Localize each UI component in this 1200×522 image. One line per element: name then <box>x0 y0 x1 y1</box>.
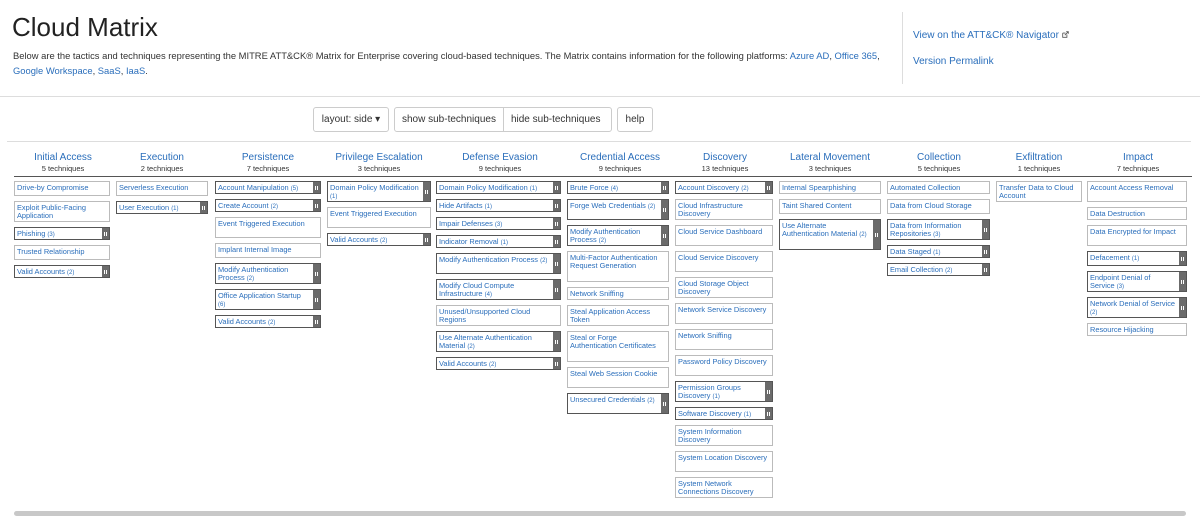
technique-cell[interactable] <box>675 425 773 446</box>
tactic-name[interactable]: Execution <box>140 152 184 163</box>
technique-label: Network Denial of Service <box>1090 299 1176 308</box>
technique-label: Account Discovery <box>678 183 740 192</box>
external-link-icon <box>1062 31 1069 38</box>
technique-label: Modify Cloud Compute Infrastructure <box>439 281 515 298</box>
technique-label: Phishing <box>17 229 46 238</box>
technique-label: Data from Cloud Storage <box>890 201 972 210</box>
technique-label: Unused/Unsupported Cloud Regions <box>439 307 531 324</box>
technique-label: System Information Discovery <box>678 427 742 444</box>
technique-cell[interactable] <box>1087 225 1187 246</box>
tactic-header-lateral-movement <box>770 152 890 173</box>
technique-label: Resource Hijacking <box>1090 325 1154 334</box>
technique-label: Office Application Startup <box>218 291 301 300</box>
tactic-technique-count: 5 techniques <box>41 164 85 173</box>
technique-label: Modify Authentication Process <box>218 265 289 282</box>
technique-cell[interactable] <box>887 263 990 276</box>
technique-cell[interactable] <box>675 251 773 272</box>
technique-cell[interactable] <box>215 315 321 328</box>
technique-cell[interactable] <box>675 277 773 298</box>
version-permalink[interactable]: Version Permalink <box>913 56 994 67</box>
technique-cell[interactable] <box>116 201 208 214</box>
technique-label: Unsecured Credentials <box>570 395 646 404</box>
technique-label: Account Manipulation <box>218 183 289 192</box>
technique-cell[interactable] <box>215 199 321 212</box>
technique-label: Event Triggered Execution <box>218 219 305 228</box>
subtechnique-count: (1) <box>484 204 492 210</box>
subtechnique-count: (4) <box>484 292 492 298</box>
tactic-header-discovery <box>665 152 785 173</box>
technique-cell[interactable] <box>436 181 561 194</box>
expand-subtechniques-handle[interactable] <box>313 290 320 309</box>
expand-subtechniques-handle[interactable] <box>102 228 109 239</box>
technique-label: Use Alternate Authentication Material <box>439 333 532 350</box>
tactic-technique-count: 3 techniques <box>808 164 852 173</box>
technique-cell[interactable] <box>436 235 561 248</box>
tactic-technique-count: 7 techniques <box>246 164 290 173</box>
subtechnique-count: (1) <box>529 186 538 192</box>
expand-subtechniques-handle[interactable] <box>553 280 560 299</box>
technique-cell[interactable] <box>436 253 561 274</box>
expand-subtechniques-handle[interactable] <box>661 226 668 245</box>
technique-cell[interactable] <box>327 233 431 246</box>
technique-label: Internal Spearphishing <box>782 183 856 192</box>
subtechnique-count: (1) <box>1131 256 1140 262</box>
platform-link-office-365[interactable]: Office 365 <box>834 50 878 61</box>
technique-cell[interactable] <box>436 199 561 212</box>
tactic-technique-count: 3 techniques <box>357 164 401 173</box>
technique-label: Network Sniffing <box>570 289 624 298</box>
expand-subtechniques-handle[interactable] <box>765 182 772 193</box>
expand-subtechniques-handle[interactable] <box>423 234 430 245</box>
help-button[interactable]: help <box>617 107 653 132</box>
platform-link-azure-ad[interactable]: Azure AD <box>789 50 830 61</box>
subtechnique-count: (2) <box>540 258 548 264</box>
tactic-technique-count: 1 techniques <box>1017 164 1061 173</box>
technique-cell[interactable] <box>215 243 321 258</box>
technique-cell[interactable] <box>567 367 669 388</box>
technique-label: Multi-Factor Authentication Request Generation <box>570 253 658 270</box>
technique-cell[interactable] <box>675 381 773 402</box>
horizontal-scrollbar[interactable] <box>14 511 1186 516</box>
tactic-name[interactable]: Credential Access <box>579 152 661 163</box>
technique-cell[interactable] <box>779 181 881 194</box>
subtechnique-count: (2) <box>268 320 276 326</box>
technique-label: Trusted Relationship <box>17 247 85 256</box>
technique-cell[interactable] <box>14 201 110 222</box>
expand-subtechniques-handle[interactable] <box>102 266 109 277</box>
technique-label: Valid Accounts <box>17 267 65 276</box>
technique-label: Endpoint Denial of Service <box>1090 273 1151 290</box>
subtechnique-count: (2) <box>741 186 749 192</box>
expand-subtechniques-handle[interactable] <box>661 200 668 219</box>
expand-subtechniques-handle[interactable] <box>553 218 560 229</box>
technique-label: Modify Authentication Process <box>439 255 539 264</box>
technique-label: Implant Internal Image <box>218 245 292 254</box>
technique-cell[interactable] <box>567 287 669 300</box>
page-description: Below are the tactics and techniques representing the MITRE ATT&CK® Matrix for Enterprise covering cloud-based techniques. The Matrix contains information for the following platforms: Azure AD, Office 365, Google Workspace, SaaS, IaaS. <box>13 50 880 76</box>
technique-label: Cloud Service Dashboard <box>678 227 763 236</box>
technique-cell[interactable] <box>436 331 561 352</box>
subtechnique-count: (2) <box>67 270 75 276</box>
technique-label: Create Account <box>218 201 269 210</box>
technique-cell[interactable] <box>887 181 990 194</box>
page-title: Cloud Matrix <box>12 12 158 42</box>
technique-cell[interactable] <box>675 355 773 376</box>
technique-label: Cloud Storage Object Discovery <box>678 279 749 296</box>
subtechnique-count: (3) <box>47 232 55 238</box>
expand-subtechniques-handle[interactable] <box>553 358 560 369</box>
technique-label: Domain Policy Modification <box>439 183 528 192</box>
subtechnique-toggle-group <box>394 107 612 132</box>
subtechnique-count: (2) <box>489 362 497 368</box>
tactic-header-rule <box>14 176 1192 177</box>
subtechnique-count: (2) <box>859 232 867 238</box>
technique-cell[interactable] <box>675 477 773 498</box>
expand-subtechniques-handle[interactable] <box>313 316 320 327</box>
expand-subtechniques-handle[interactable] <box>423 182 430 201</box>
subtechnique-count: (6) <box>218 302 226 308</box>
technique-cell[interactable] <box>14 181 110 196</box>
technique-cell[interactable] <box>1087 207 1187 220</box>
expand-subtechniques-handle[interactable] <box>661 182 668 193</box>
layout-dropdown[interactable]: layout: side ▾ <box>313 107 389 132</box>
technique-cell[interactable] <box>675 407 773 420</box>
platform-link-saas[interactable]: SaaS <box>97 65 121 76</box>
hide-subtechniques-button[interactable]: hide sub-techniques <box>510 114 601 125</box>
technique-cell[interactable] <box>675 181 773 194</box>
technique-label: Password Policy Discovery <box>678 357 767 366</box>
technique-label: Steal or Forge Authentication Certificates <box>570 333 656 350</box>
header-divider <box>902 12 903 84</box>
subtechnique-count: (2) <box>945 268 953 274</box>
technique-cell[interactable] <box>996 181 1082 202</box>
subtechnique-count: (3) <box>494 222 503 228</box>
technique-label: Indicator Removal <box>439 237 499 246</box>
tactic-name[interactable]: Collection <box>917 152 961 163</box>
technique-label: Forge Web Credentials <box>570 201 646 210</box>
technique-label: Taint Shared Content <box>782 201 852 210</box>
expand-subtechniques-handle[interactable] <box>553 236 560 247</box>
technique-cell[interactable] <box>14 227 110 240</box>
expand-subtechniques-handle[interactable] <box>553 182 560 193</box>
technique-cell[interactable] <box>215 263 321 284</box>
tactic-header-persistence <box>208 152 328 173</box>
expand-subtechniques-handle[interactable] <box>982 264 989 275</box>
technique-cell[interactable] <box>567 331 669 362</box>
technique-cell[interactable] <box>327 207 431 228</box>
technique-label: Data from Information Repositories <box>890 221 962 238</box>
expand-subtechniques-handle[interactable] <box>982 220 989 239</box>
tactic-name[interactable]: Persistence <box>241 152 295 163</box>
technique-cell[interactable] <box>1087 297 1187 318</box>
platform-link-google-workspace[interactable]: Google Workspace <box>13 65 93 76</box>
expand-subtechniques-handle[interactable] <box>313 200 320 211</box>
technique-cell[interactable] <box>1087 251 1187 266</box>
technique-label: Valid Accounts <box>439 359 487 368</box>
subtechnique-count: (2) <box>380 238 388 244</box>
subtechnique-count: (1) <box>933 250 941 256</box>
technique-cell[interactable] <box>887 199 990 214</box>
technique-cell[interactable] <box>436 305 561 326</box>
expand-subtechniques-handle[interactable] <box>313 264 320 283</box>
tactic-technique-count: 5 techniques <box>917 164 961 173</box>
expand-subtechniques-handle[interactable] <box>553 200 560 211</box>
platform-link-iaas[interactable]: IaaS <box>125 65 146 76</box>
tactic-technique-count: 13 techniques <box>701 164 749 173</box>
technique-label: Transfer Data to Cloud Account <box>999 183 1074 200</box>
technique-cell[interactable] <box>567 225 669 246</box>
technique-label: Use Alternate Authentication Material <box>782 221 858 238</box>
tactic-header-execution <box>102 152 222 173</box>
technique-label: Cloud Service Discovery <box>678 253 759 262</box>
page-header <box>0 0 1200 97</box>
subtechnique-count: (1) <box>171 206 179 212</box>
technique-label: Email Collection <box>890 265 943 274</box>
tactic-name[interactable]: Lateral Movement <box>789 152 871 163</box>
technique-label: Data Staged <box>890 247 932 256</box>
technique-cell[interactable] <box>436 357 561 370</box>
technique-label: System Network Connections Discovery <box>678 479 754 496</box>
expand-subtechniques-handle[interactable] <box>1179 298 1186 317</box>
tactic-name[interactable]: Initial Access <box>34 152 92 163</box>
technique-label: Steal Application Access Token <box>570 307 651 324</box>
tactic-name[interactable]: Discovery <box>703 152 747 163</box>
technique-cell[interactable] <box>14 265 110 278</box>
technique-label: Valid Accounts <box>330 235 378 244</box>
technique-cell[interactable] <box>215 217 321 238</box>
description-text: Below are the tactics and techniques representing the MITRE ATT&CK® Matrix for Enterprise covering cloud-based techniques. The Matrix contains information for the following platforms: <box>13 50 790 61</box>
subtechnique-count: (3) <box>933 232 941 238</box>
technique-cell[interactable] <box>567 305 669 326</box>
tactic-technique-count: 2 techniques <box>140 164 184 173</box>
technique-cell[interactable] <box>887 245 990 258</box>
expand-subtechniques-handle[interactable] <box>553 332 560 351</box>
subtechnique-count: (1) <box>712 394 720 400</box>
technique-label: Automated Collection <box>890 183 961 192</box>
subtechnique-count: (2) <box>270 204 278 210</box>
technique-cell[interactable] <box>116 181 208 196</box>
expand-subtechniques-handle[interactable] <box>765 408 772 419</box>
subtechnique-count: (2) <box>598 238 607 244</box>
navigator-link[interactable]: View on the ATT&CK® Navigator <box>913 30 1069 41</box>
technique-label: Steal Web Session Cookie <box>570 369 658 378</box>
technique-cell[interactable] <box>779 199 881 214</box>
technique-label: Network Service Discovery <box>678 305 767 314</box>
technique-label: Hide Artifacts <box>439 201 483 210</box>
technique-cell[interactable] <box>436 217 561 230</box>
show-subtechniques-button[interactable]: show sub-techniques <box>402 114 496 125</box>
technique-label: Modify Authentication Process <box>570 227 641 244</box>
technique-label: Impair Defenses <box>439 219 493 228</box>
tactic-name[interactable]: Privilege Escalation <box>335 152 423 163</box>
technique-label: Data Destruction <box>1090 209 1146 218</box>
subtechnique-count: (2) <box>647 398 655 404</box>
tactic-technique-count: 7 techniques <box>1116 164 1160 173</box>
tactic-technique-count: 9 techniques <box>598 164 642 173</box>
subtechnique-count: (1) <box>743 412 752 418</box>
technique-cell[interactable] <box>567 393 669 414</box>
tactic-technique-count: 9 techniques <box>478 164 522 173</box>
technique-cell[interactable] <box>215 289 321 310</box>
subtechnique-count: (2) <box>1090 310 1098 316</box>
technique-label: Cloud Infrastructure Discovery <box>678 201 743 218</box>
technique-label: Data Encrypted for Impact <box>1090 227 1176 236</box>
expand-subtechniques-handle[interactable] <box>200 202 207 213</box>
subtechnique-count: (5) <box>290 186 299 192</box>
technique-cell[interactable] <box>779 219 881 250</box>
subtechnique-count: (4) <box>610 186 619 192</box>
technique-cell[interactable] <box>675 451 773 472</box>
technique-label: Defacement <box>1090 253 1130 262</box>
expand-subtechniques-handle[interactable] <box>982 246 989 257</box>
expand-subtechniques-handle[interactable] <box>553 254 560 273</box>
technique-label: Event Triggered Execution <box>330 209 417 218</box>
tactic-name[interactable]: Defense Evasion <box>462 152 538 163</box>
tactic-header-defense-evasion <box>440 152 560 173</box>
expand-subtechniques-handle[interactable] <box>313 182 320 193</box>
technique-label: Permission Groups Discovery <box>678 383 741 400</box>
technique-label: System Location Discovery <box>678 453 768 462</box>
technique-label: Account Access Removal <box>1090 183 1174 192</box>
technique-cell[interactable] <box>14 245 110 260</box>
subtechnique-count: (2) <box>647 204 656 210</box>
expand-subtechniques-handle[interactable] <box>1179 252 1186 265</box>
subtechnique-count: (1) <box>330 194 338 200</box>
tactic-header-credential-access <box>560 152 680 173</box>
technique-label: Serverless Execution <box>119 183 189 192</box>
technique-label: Exploit Public-Facing Application <box>17 203 87 220</box>
technique-label: Software Discovery <box>678 409 742 418</box>
technique-cell[interactable] <box>327 181 431 202</box>
subtechnique-count: (2) <box>467 344 475 350</box>
subtechnique-count: (3) <box>1116 284 1125 290</box>
technique-cell[interactable] <box>675 225 773 246</box>
technique-cell[interactable] <box>675 303 773 324</box>
tactic-name[interactable]: Impact <box>1122 152 1153 163</box>
technique-cell[interactable] <box>1087 323 1187 336</box>
technique-cell[interactable] <box>887 219 990 240</box>
technique-label: Drive-by Compromise <box>17 183 89 192</box>
technique-cell[interactable] <box>567 251 669 282</box>
technique-cell[interactable] <box>1087 271 1187 292</box>
expand-subtechniques-handle[interactable] <box>1179 272 1186 291</box>
technique-cell[interactable] <box>436 279 561 300</box>
technique-label: Domain Policy Modification <box>330 183 419 192</box>
expand-subtechniques-handle[interactable] <box>661 394 668 413</box>
technique-cell[interactable] <box>1087 181 1187 202</box>
expand-subtechniques-handle[interactable] <box>765 382 772 401</box>
tactic-name[interactable]: Exfiltration <box>1015 152 1063 163</box>
subtechnique-count: (1) <box>500 240 508 246</box>
technique-cell[interactable] <box>675 329 773 350</box>
tactic-header-impact <box>1078 152 1198 173</box>
technique-cell[interactable] <box>567 199 669 220</box>
technique-label: User Execution <box>119 203 170 212</box>
technique-label: Valid Accounts <box>218 317 266 326</box>
technique-cell[interactable] <box>215 181 321 194</box>
technique-cell[interactable] <box>567 181 669 194</box>
technique-label: Brute Force <box>570 183 609 192</box>
subtechnique-count: (2) <box>246 276 255 282</box>
tactic-header-privilege-escalation <box>319 152 439 173</box>
expand-subtechniques-handle[interactable] <box>873 220 880 249</box>
technique-cell[interactable] <box>675 199 773 220</box>
technique-label: Network Sniffing <box>678 331 732 340</box>
